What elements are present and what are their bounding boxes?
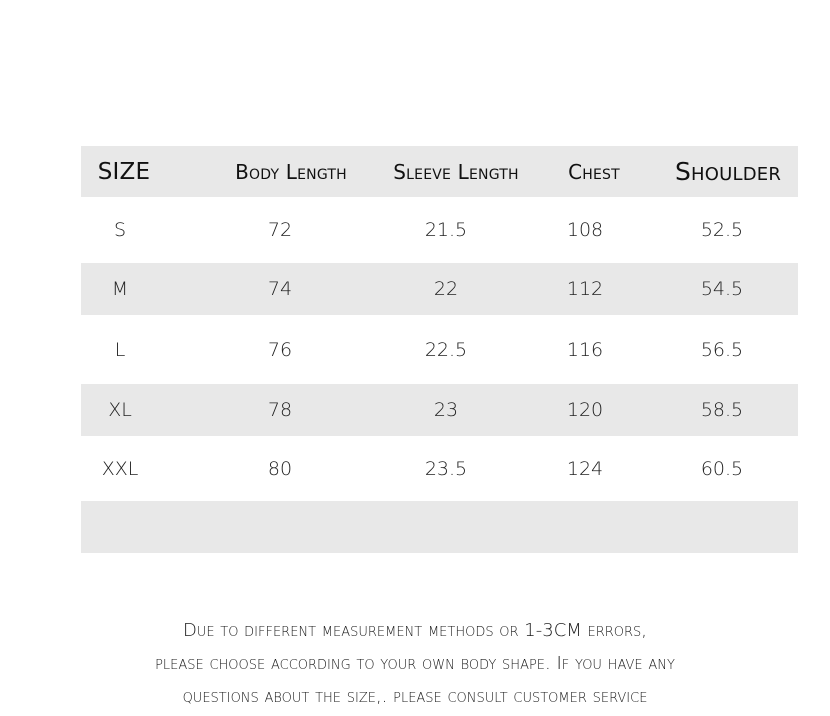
cell-shoulder: 58.5 (700, 399, 744, 421)
cell-shoulder: 60.5 (700, 457, 744, 480)
header-sleeve-length: Sleeve Length (393, 159, 519, 184)
cell-size: L (114, 338, 126, 361)
disclaimer-line: please choose according to your own body shape. If you have any (155, 653, 675, 674)
cell-shoulder: 56.5 (700, 338, 744, 361)
cell-sleeve-length: 21.5 (424, 219, 468, 241)
header-shoulder: Shoulder (674, 157, 782, 186)
cell-size: XXL (101, 457, 139, 480)
cell-chest: 108 (566, 219, 604, 241)
cell-sleeve-length: 22.5 (424, 338, 468, 361)
cell-chest: 120 (566, 399, 604, 421)
cell-size: M (111, 278, 129, 300)
header-size: SIZE (97, 158, 151, 185)
table-header-row (81, 146, 798, 197)
table-row (81, 384, 798, 436)
disclaimer-line: Due to different measurement methods or 1-3CM errors, (182, 620, 648, 641)
cell-size: XL (108, 399, 132, 421)
measurement-disclaimer (0, 614, 830, 713)
disclaimer-line: questions about the size,. please consult customer service (182, 686, 648, 707)
cell-shoulder: 54.5 (700, 278, 744, 300)
cell-body-length: 80 (267, 457, 293, 480)
cell-chest: 116 (566, 338, 604, 361)
table-row (81, 197, 798, 263)
cell-shoulder: 52.5 (700, 219, 744, 241)
cell-body-length: 74 (267, 278, 293, 300)
cell-chest: 124 (566, 457, 604, 480)
table-row (81, 315, 798, 384)
header-chest: Chest (568, 159, 620, 184)
cell-body-length: 72 (267, 219, 293, 241)
cell-sleeve-length: 23.5 (424, 457, 468, 480)
cell-sleeve-length: 22 (433, 278, 459, 300)
cell-body-length: 78 (267, 399, 293, 421)
header-body-length: Body Length (235, 159, 347, 184)
cell-chest: 112 (566, 278, 604, 300)
table-row (81, 436, 798, 501)
table-row-empty (81, 501, 798, 553)
cell-size: S (113, 219, 127, 241)
table-row (81, 263, 798, 315)
cell-sleeve-length: 23 (433, 399, 459, 421)
size-chart-table (81, 146, 798, 553)
cell-body-length: 76 (267, 338, 293, 361)
